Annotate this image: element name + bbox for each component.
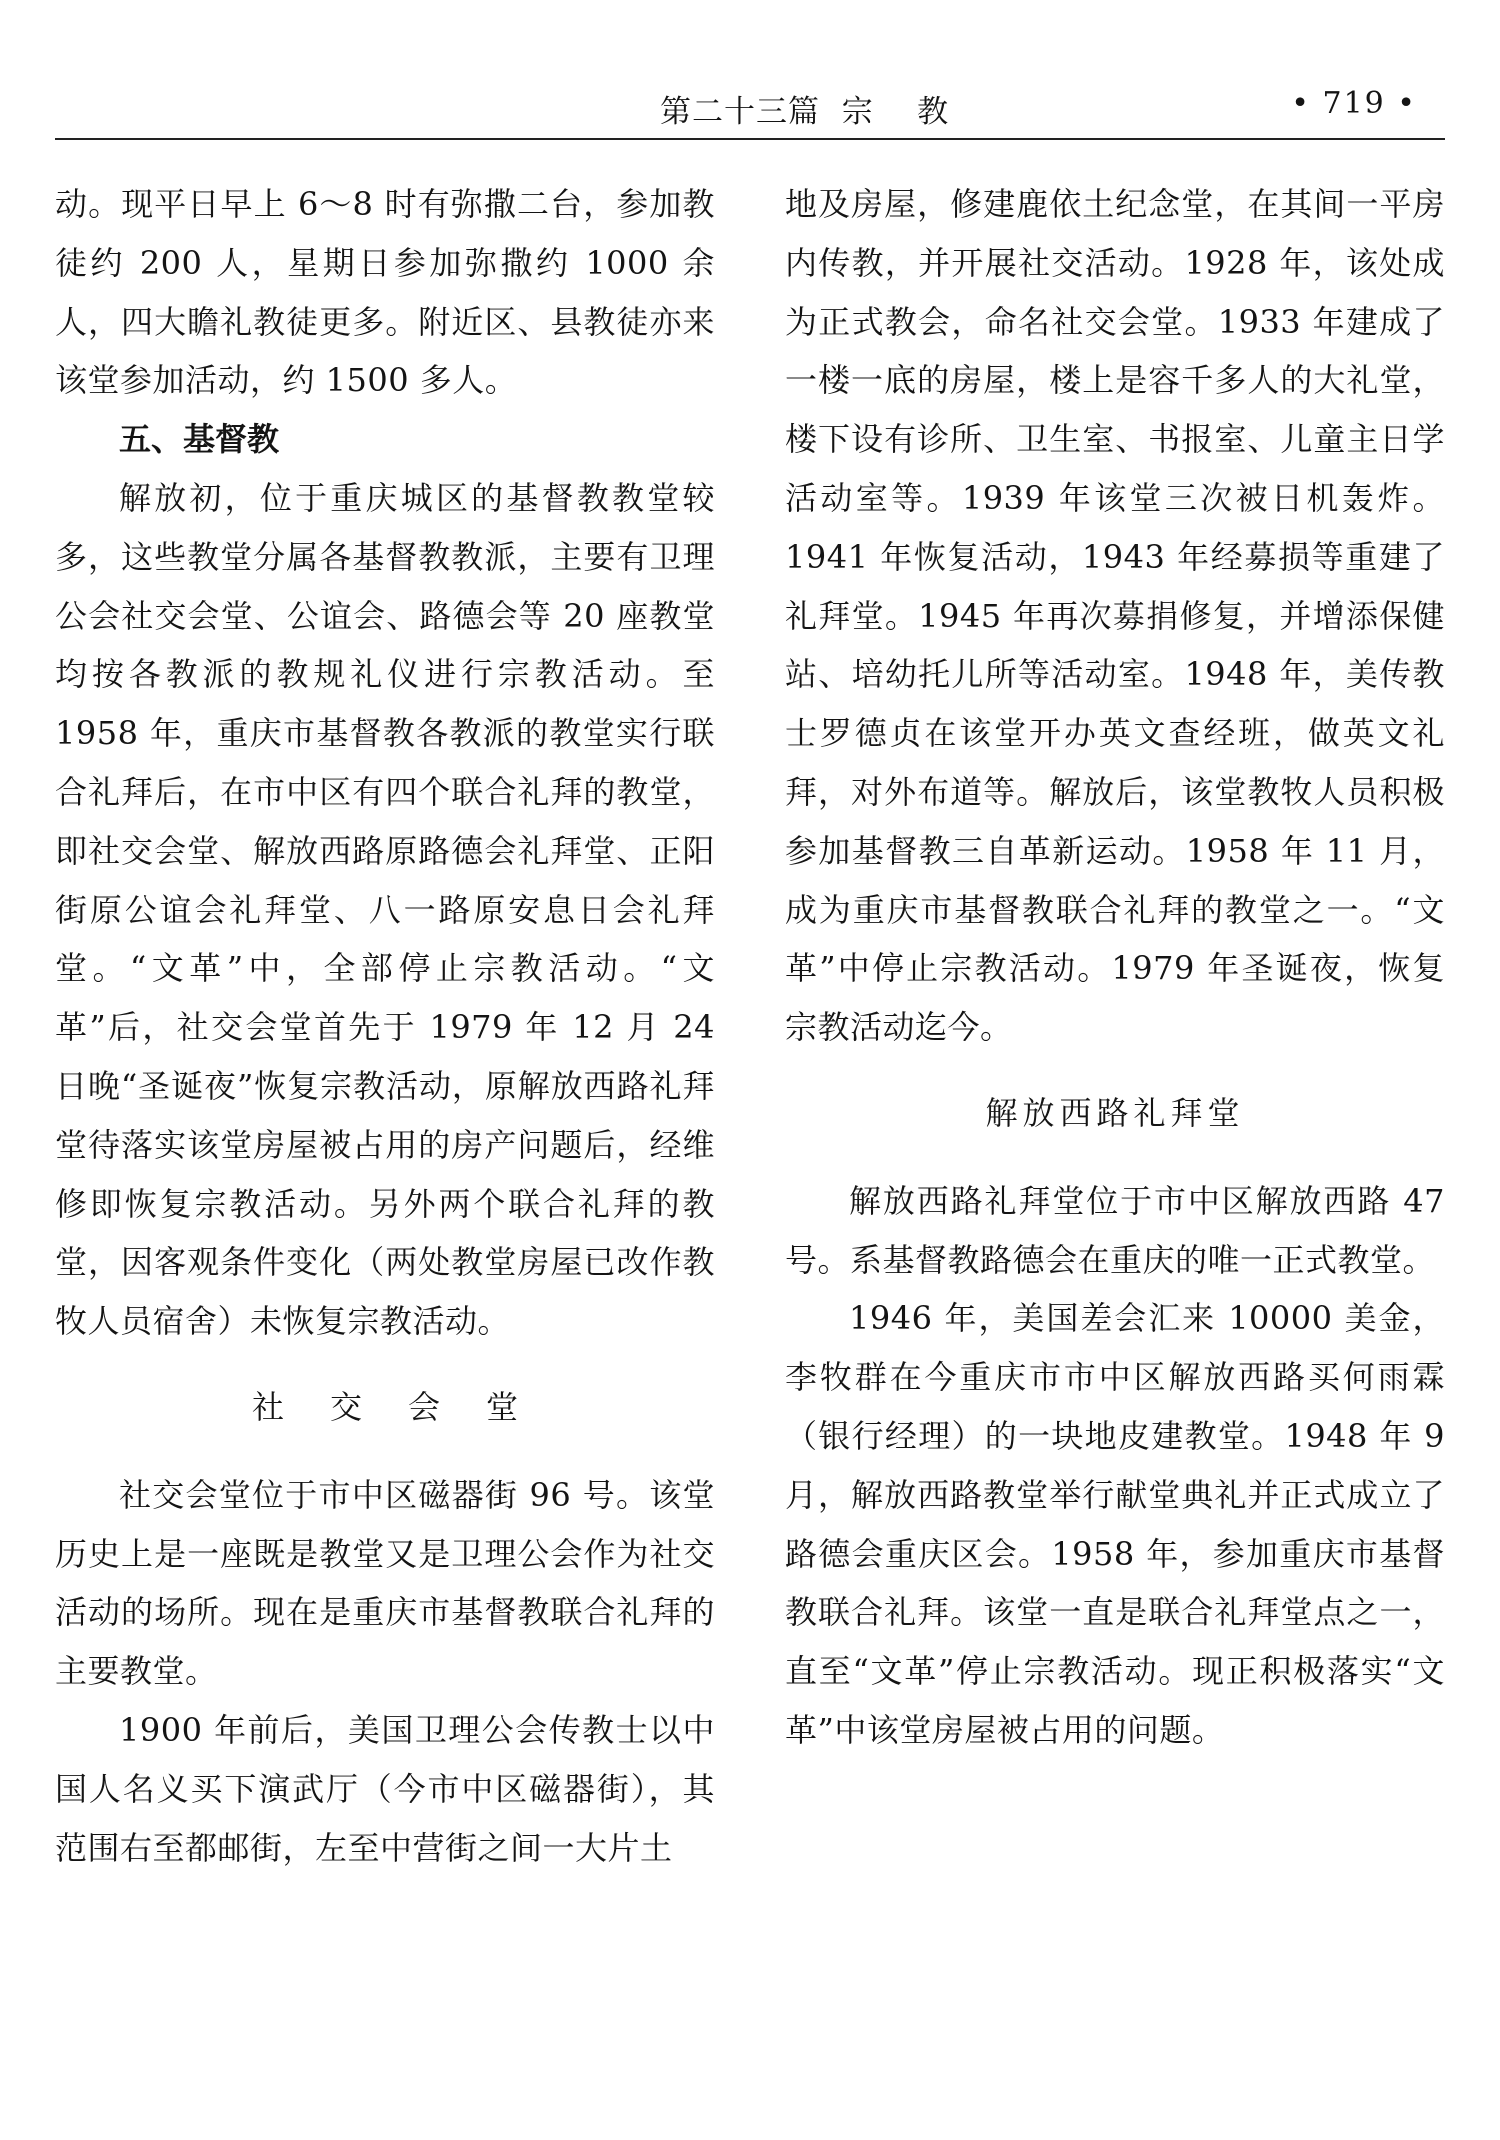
- paragraph: 解放初，位于重庆城区的基督教教堂较多，这些教堂分属各基督教教派，主要有卫理公会社交会堂、公谊会、路德会等 20 座教堂均按各教派的教规礼仪进行宗教活动。至 1958 年，重庆市基督教各教派的教堂实行联合礼拜后，在市中区有四个联合礼拜的教堂，即社交会堂、解放西路原路德会礼拜堂、正阳街原公谊会礼拜堂、八一路原安息日会礼拜堂。“文革”中，全部停止宗教活动。“文革”后，社交会堂首先于 1979 年 12 月 24 日晚“圣诞夜”恢复宗教活动，原解放西路礼拜堂待落实该堂房屋被占用的房产问题后，经维修即恢复宗教活动。另外两个联合礼拜的教堂，因客观条件变化（两处教堂房屋已改作教牧人员宿舍）未恢复宗教活动。: [55, 478, 715, 1341]
- subsection-title: 解放西路礼拜堂: [985, 1093, 1245, 1132]
- subsection-title: 社交会堂: [251, 1387, 564, 1426]
- paragraph: 1900 年前后，美国卫理公会传教士以中国人名义买下演武厅（今市中区磁器街），其范围右至都邮街，左至中营街之间一大片土: [55, 1710, 715, 1867]
- right-column: [785, 175, 1445, 1760]
- page-header: [55, 80, 1445, 140]
- page-number: • 719 •: [1291, 86, 1417, 121]
- running-head: 第二十三篇 宗 教: [660, 94, 950, 130]
- paragraph: 1946 年，美国差会汇来 10000 美金，李牧群在今重庆市市中区解放西路买何雨霖（银行经理）的一块地皮建教堂。1948 年 9 月，解放西路教堂举行献堂典礼并正式成立了路德会重庆区会。1958 年，参加重庆市基督教联合礼拜。该堂一直是联合礼拜堂点之一，直至“文革”停止宗教活动。现正积极落实“文革”中该堂房屋被占用的问题。: [785, 1299, 1445, 1749]
- paragraph: 解放西路礼拜堂位于市中区解放西路 47 号。系基督教路德会在重庆的唯一正式教堂。: [785, 1181, 1445, 1279]
- paragraph: 社交会堂位于市中区磁器街 96 号。该堂历史上是一座既是教堂又是卫理公会作为社交活动的场所。现在是重庆市基督教联合礼拜的主要教堂。: [55, 1475, 715, 1691]
- paragraph-continued: 动。现平日早上 6～8 时有弥撒二台，参加教徒约 200 人，星期日参加弥撒约 1000 余人，四大瞻礼教徒更多。附近区、县教徒亦来该堂参加活动，约 1500 多人。: [55, 185, 715, 400]
- section-heading: 五、基督教: [119, 420, 280, 459]
- paragraph-continued: 地及房屋，修建鹿依土纪念堂，在其间一平房内传教，并开展社交活动。1928 年，该处成为正式教会，命名社交会堂。1933 年建成了一楼一底的房屋，楼上是容千多人的大礼堂，楼下设有诊所、卫生室、书报室、儿童主日学活动室等。1939 年该堂三次被日机轰炸。1941 年恢复活动，1943 年经募损等重建了礼拜堂。1945 年再次募捐修复，并增添保健站、培幼托儿所等活动室。1948 年，美传教士罗德贞在该堂开办英文查经班，做英文礼拜，对外布道等。解放后，该堂教牧人员积极参加基督教三自革新运动。1958 年 11 月，成为重庆市基督教联合礼拜的教堂之一。“文革”中停止宗教活动。1979 年圣诞夜，恢复宗教活动迄今。: [785, 185, 1445, 1047]
- left-column: [55, 175, 715, 1877]
